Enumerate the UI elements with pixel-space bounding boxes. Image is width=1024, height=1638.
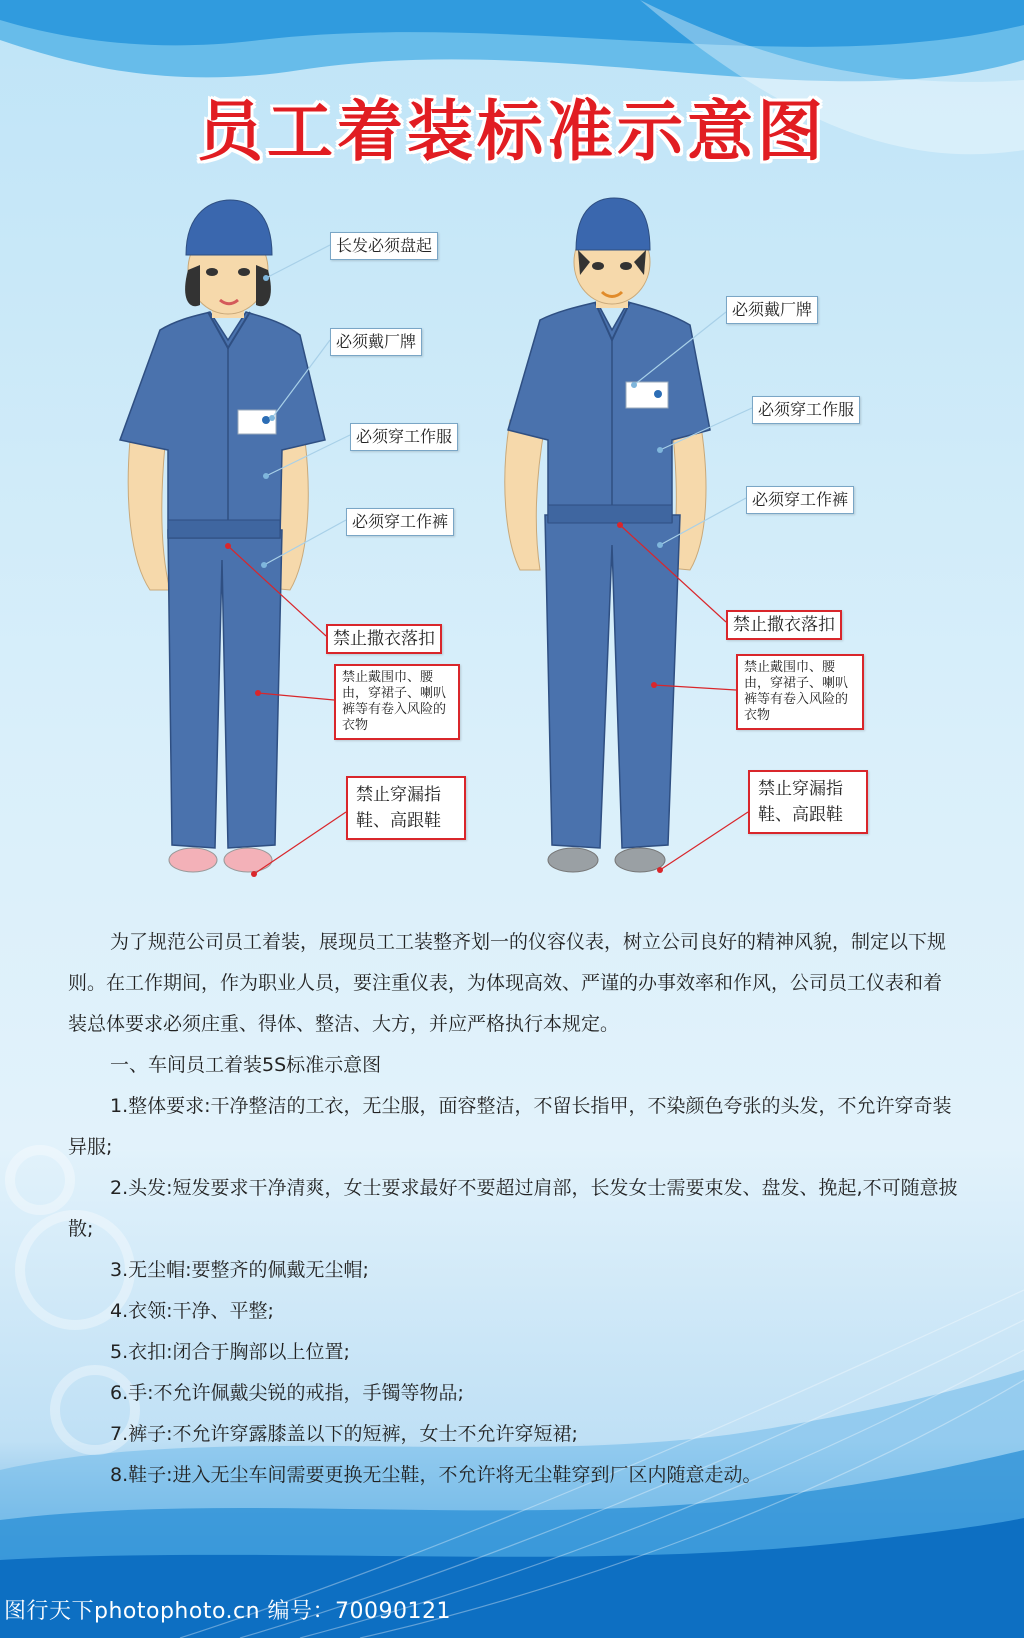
callout-male-pants: 必须穿工作裤 [746, 486, 854, 514]
rule-item: 8.鞋子:进入无尘车间需要更换无尘鞋，不允许将无尘鞋穿到厂区内随意走动。 [110, 1464, 762, 1486]
callout-male-badge: 必须戴厂牌 [726, 296, 818, 324]
callout-male-buttons: 禁止撒衣落扣 [726, 610, 842, 640]
rule-item: 4.衣领:干净、平整; [110, 1300, 274, 1322]
rules-text [68, 922, 958, 1496]
rule-item: 6.手:不允许佩戴尖锐的戒指，手镯等物品; [110, 1382, 464, 1404]
callout-female-shoes: 禁止穿漏指鞋、高跟鞋 [346, 776, 466, 840]
callout-male-uniform: 必须穿工作服 [752, 396, 860, 424]
callout-male-scarf: 禁止戴围巾、腰由，穿裙子、喇叭裤等有卷入风险的衣物 [736, 654, 864, 730]
rule-item: 1.整体要求:干净整洁的工衣，无尘服，面容整洁，不留长指甲，不染颜色夸张的头发，不允许穿奇装异服; [68, 1095, 952, 1158]
female-figure [120, 200, 325, 872]
callout-female-pants: 必须穿工作裤 [346, 508, 454, 536]
callout-female-hair: 长发必须盘起 [330, 232, 438, 260]
rule-item: 3.无尘帽:要整齐的佩戴无尘帽; [110, 1259, 369, 1281]
callout-female-badge: 必须戴厂牌 [330, 328, 422, 356]
intro-paragraph: 为了规范公司员工着装，展现员工工装整齐划一的仪容仪表，树立公司良好的精神风貌，制定以下规则。在工作期间，作为职业人员，要注重仪表，为体现高效、严谨的办事效率和作风，公司员工仪表和着装总体要求必须庄重、得体、整洁、大方，并应严格执行本规定。 [68, 931, 947, 1035]
section-heading: 一、车间员工着装5S标准示意图 [110, 1054, 382, 1076]
callout-male-shoes: 禁止穿漏指鞋、高跟鞋 [748, 770, 868, 834]
rule-item: 7.裤子:不允许穿露膝盖以下的短裤，女士不允许穿短裙; [110, 1423, 578, 1445]
callout-female-uniform: 必须穿工作服 [350, 423, 458, 451]
rule-item: 5.衣扣:闭合于胸部以上位置; [110, 1341, 350, 1363]
callout-female-scarf: 禁止戴围巾、腰由，穿裙子、喇叭裤等有卷入风险的衣物 [334, 664, 460, 740]
callout-female-buttons: 禁止撒衣落扣 [326, 624, 442, 654]
rule-item: 2.头发:短发要求干净清爽，女士要求最好不要超过肩部，长发女士需要束发、盘发、挽起,不可随意披散; [68, 1177, 958, 1240]
watermark-footer: 图行天下photophoto.cn 编号：70090121 [4, 1599, 452, 1624]
page-title: 员工着装标准示意图 [197, 93, 827, 170]
